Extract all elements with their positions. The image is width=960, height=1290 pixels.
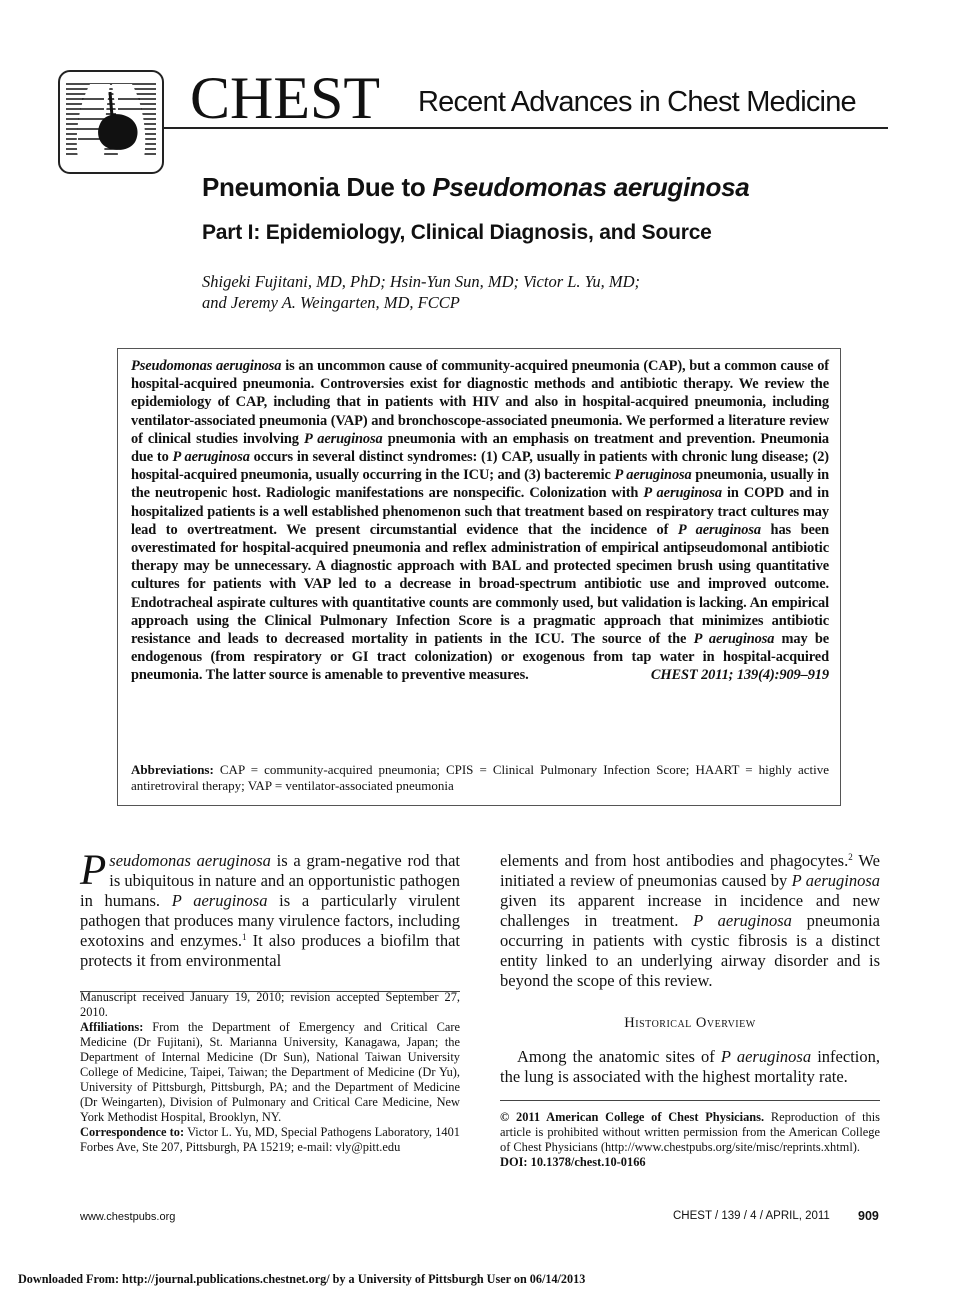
historical-paragraph: Among the anatomic sites of P aeruginosa infection, the lung is associated with the highest mortality rate. bbox=[500, 1047, 880, 1086]
abbreviations: Abbreviations: CAP = community-acquired pneumonia; CPIS = Clinical Pulmonary Infection Score; HAART = highly active antiretroviral therapy; VAP = ventilator-associated pneumonia bbox=[131, 762, 829, 793]
footnote-rule-right bbox=[500, 1100, 880, 1101]
author-list: Shigeki Fujitani, MD, PhD; Hsin-Yun Sun, MD; Victor L. Yu, MD; and Jeremy A. Weingarten, MD, FCCP bbox=[202, 272, 640, 312]
article-subtitle: Part I: Epidemiology, Clinical Diagnosis, and Source bbox=[202, 221, 712, 244]
footnotes-left bbox=[80, 990, 460, 1155]
header-rule bbox=[164, 127, 888, 129]
section-name: Recent Advances in Chest Medicine bbox=[418, 86, 856, 118]
correspondence: Correspondence to: Victor L. Yu, MD, Special Pathogens Laboratory, 1401 Forbes Ave, Ste 207, Pittsburgh, PA 15219; e-mail: vly@pitt.edu bbox=[80, 1125, 460, 1154]
journal-name: CHEST bbox=[190, 65, 381, 131]
website-link[interactable]: www.chestpubs.org bbox=[80, 1211, 176, 1223]
journal-logo bbox=[58, 70, 164, 174]
drop-cap: P bbox=[80, 847, 107, 894]
affiliations: Affiliations: From the Department of Emergency and Critical Care Medicine (Dr Fujitani), St. Marianna University, Kanagawa, Japan; the Department of Internal Medicine (Dr Sun), National Taiwan University College of Medicine, Taipei, Taiwan; the Department of Medicine (Dr Yu), University of Pittsburgh, Pittsburgh, PA; and the Department of Medicine (Dr Weingarten), Division of Pulmonary and Critical Care Medicine, New York Methodist Hospital, Brooklyn, NY. bbox=[80, 1020, 460, 1124]
journal-issue-info: CHEST / 139 / 4 / APRIL, 2011 bbox=[673, 1210, 830, 1222]
article-title: Pneumonia Due to Pseudomonas aeruginosa bbox=[202, 172, 750, 202]
chest-lungs-logo-icon bbox=[60, 72, 162, 172]
download-notice: Downloaded From: http://journal.publications.chestnet.org/ by a University of Pittsburgh User on 06/14/2013 bbox=[18, 1272, 586, 1286]
footnotes-right bbox=[500, 1110, 880, 1170]
doi: DOI: 10.1378/chest.10-0166 bbox=[500, 1155, 646, 1169]
page-number: 909 bbox=[858, 1209, 879, 1223]
section-heading: Historical Overview bbox=[624, 1015, 756, 1031]
copyright: © 2011 American College of Chest Physicians. Reproduction of this article is prohibited without written permission from the American College of Chest Physicians (http://www.chestpubs.org/site/misc/reprints.xhtml). bbox=[500, 1110, 880, 1154]
manuscript-dates: Manuscript received January 19, 2010; revision accepted September 27, 2010. bbox=[80, 990, 460, 1019]
abstract-text: Pseudomonas aeruginosa is an uncommon cause of community-acquired pneumonia (CAP), but a common cause of hospital-acquired pneumonia. Controversies exist for diagnostic methods and antibiotic therapy. We review the epidemiology of CAP, including that in patients with HIV and also in hospital-acquired pneumonia, including ventilator-associated pneumonia (VAP) and bronchoscope-associated pneumonia. We performed a literature review of clinical studies involving P aeruginosa pneumonia with an emphasis on treatment and prevention. Pneumonia due to P aeruginosa occurs in several distinct syndromes: (1) CAP, usually in patients with chronic lung disease; (2) hospital-acquired pneumonia, usually occurring in the ICU; and (3) bacteremic P aeruginosa pneumonia, usually in the neutropenic host. Radiologic manifestations are nonspecific. Colonization with P aeruginosa in COPD and in hospitalized patients is a well established phenomenon such that treatment based on respiratory tract cultures may lead to overtreatment. We present circumstantial evidence that the incidence of P aeruginosa has been overestimated for hospital-acquired pneumonia and reflex administration of empirical antipseudomonal antibiotic therapy may be unnecessary. A diagnostic approach with BAL and protected specimen brush using quantitative cultures for patients with VAP led to a decrease in broad-spectrum antibiotic use and improved outcome. Endotracheal aspirate cultures with quantitative counts are commonly used, but validation is lacking. An empirical approach using the Clinical Pulmonary Infection Score is a pragmatic approach that minimizes antibiotic resistance and leads to decreased mortality in patients in the ICU. The source of the P aeruginosa may be endogenous (from respiratory or GI tract colonization) or exogenous from tap water in hospital-acquired pneumonia. The latter source is amenable to preventive measures. CHEST 2011; 139(4):909–919 bbox=[131, 358, 830, 684]
body-column-right: elements and from host antibodies and phagocytes.$^2$ We initiated a review of pneumonias caused by P aeruginosa given its apparent increase in incidence and new challenges in treatment. P aeruginosa pneumonia occurring in patients with cystic fibrosis is a distinct entity linked to an underlying airway disorder and is beyond the scope of this review. bbox=[500, 851, 881, 990]
citation: CHEST 2011; 139(4):909–919 bbox=[650, 667, 829, 684]
body-column-left: Pseudomonas aeruginosa is a gram-negative rod that is ubiquitous in nature and an opportunistic pathogen in humans. P aeruginosa is a particularly virulent pathogen that produces many virulence factors, including exotoxins and enzymes.$^1$ It also produces a biofilm that protects it from environmental bbox=[80, 847, 461, 970]
